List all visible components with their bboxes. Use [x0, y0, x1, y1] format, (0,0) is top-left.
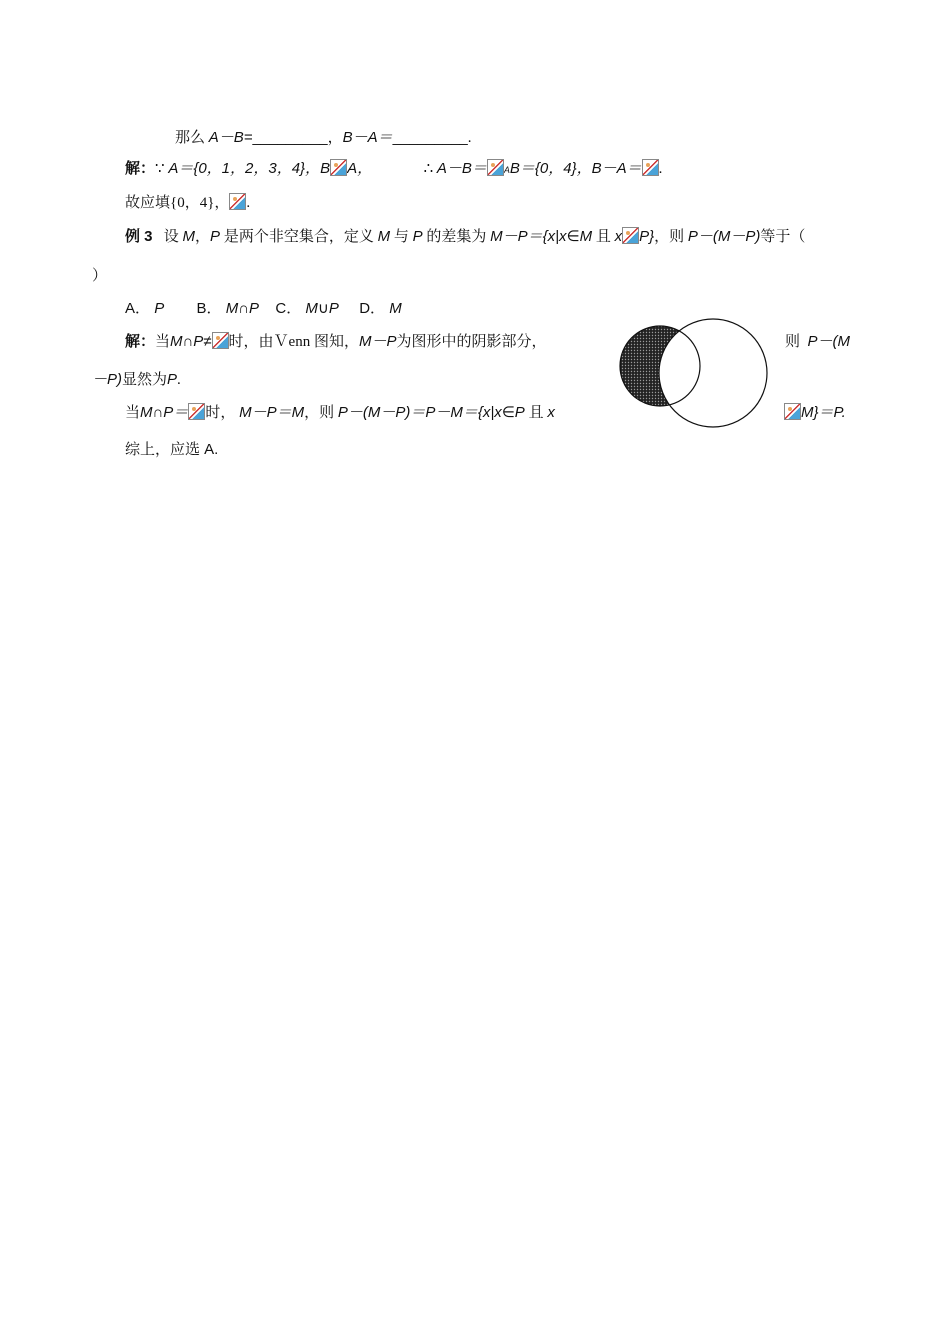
- not-in-symbol-image-icon: [622, 227, 639, 244]
- conclusion-line: 综上，应选 A.: [125, 441, 219, 458]
- option-a: A． P: [125, 300, 165, 317]
- complement-symbol-image-icon: [487, 159, 504, 176]
- option-d: D． M: [359, 300, 402, 317]
- solution-line-4-tail: M}＝P.: [784, 403, 846, 423]
- solution-line-2-tail: 则 P－(M: [785, 333, 851, 350]
- solution-label: 解：: [125, 161, 156, 177]
- option-c: C． M∪P: [275, 300, 339, 317]
- solution-line-2: 解：当M∩P≠ 时，由Ｖenn 图知，M－P为图形中的阴影部分，: [125, 333, 547, 350]
- solution-line-3: －P)显然为P.: [92, 371, 181, 388]
- venn-diagram: [618, 316, 774, 432]
- empty-set-image-icon: [642, 159, 659, 176]
- empty-set-image-icon: [188, 403, 205, 420]
- subset-symbol-image-icon: [330, 159, 347, 176]
- set-p-circle: [659, 319, 767, 427]
- solution-line-1: 解：∵ A＝{0，1，2，3，4}，B A， ∴ A－B＝ AB＝{0，4}，B－A＝ .: [125, 160, 663, 177]
- empty-set-image-icon: [212, 332, 229, 349]
- answer-line: 故应填{0，4}， .: [125, 195, 251, 211]
- not-in-symbol-image-icon: [784, 403, 801, 420]
- empty-set-image-icon: [229, 193, 246, 210]
- fill-in-question: 那么 A－B=_________，B－A＝_________.: [175, 129, 472, 146]
- question-close-paren: ）: [92, 268, 108, 284]
- solution-label: 解：: [125, 334, 156, 350]
- solution-line-4: 当M∩P＝ 时， M－P＝M，则 P－(M－P)＝P－M＝{x|x∈P 且 x: [125, 404, 555, 421]
- answer-options: [125, 299, 402, 319]
- example-label: 例 3: [125, 228, 153, 245]
- example-3-question: 例 3 设 M，P 是两个非空集合，定义 M 与 P 的差集为 M－P＝{x|x∈M 且 x P}，则 P－(M－P)等于（: [125, 228, 806, 245]
- option-b: B． M∩P: [196, 300, 260, 317]
